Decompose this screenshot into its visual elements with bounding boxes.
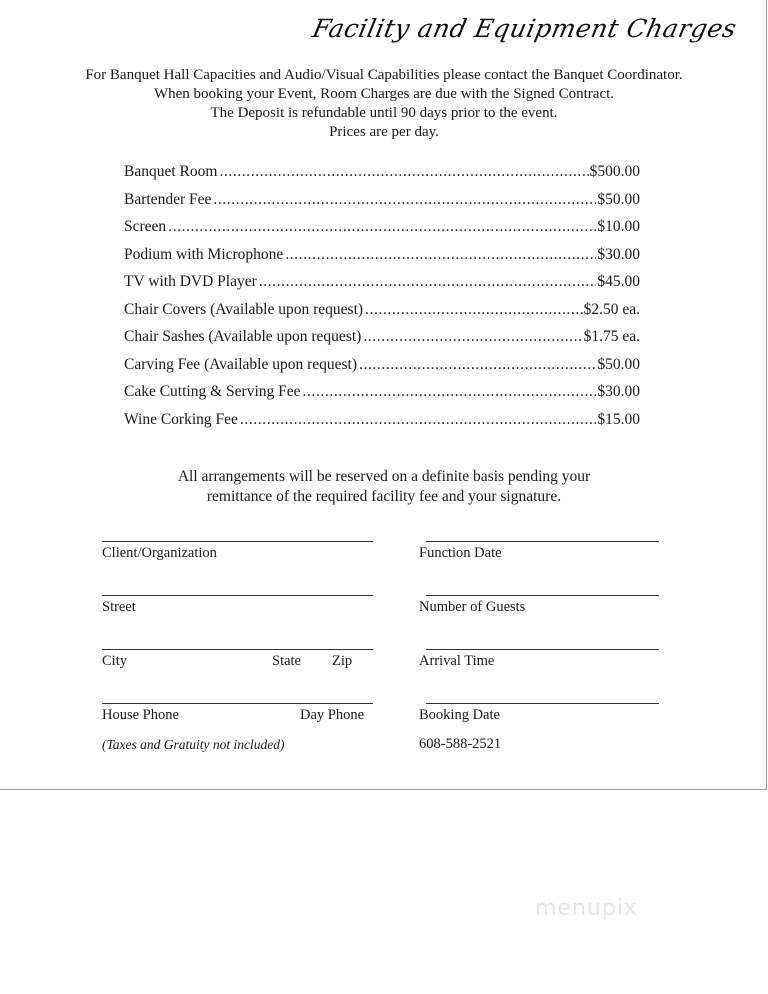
phone-number: 608-588-2521 xyxy=(419,736,502,752)
charge-price: $500.00 xyxy=(589,163,640,180)
arrival-label: Arrival Time xyxy=(419,653,495,669)
intro-line: Prices are per day. xyxy=(329,124,439,140)
charge-price: $15.00 xyxy=(597,410,640,428)
charge-price: $1.75 ea. xyxy=(583,328,640,345)
guests-label: Number of Guests xyxy=(419,599,526,615)
phone-line[interactable] xyxy=(102,703,373,704)
day-phone-label: Day Phone xyxy=(300,707,365,723)
charge-name: Screen xyxy=(124,218,167,235)
page-title: Facility and Equipment Charges xyxy=(309,14,740,43)
charge-name: Chair Covers (Available upon request) xyxy=(124,300,364,318)
intro-line: The Deposit is refundable until 90 days prior to the event. xyxy=(210,105,558,121)
charge-name: Podium with Microphone xyxy=(124,245,284,263)
house-phone-label: House Phone xyxy=(102,707,179,723)
street-label: Street xyxy=(102,599,136,615)
charge-price: $30.00 xyxy=(597,383,640,400)
street-line[interactable] xyxy=(102,595,373,596)
charge-name: Carving Fee (Available upon request) xyxy=(124,355,357,373)
charge-name: Bartender Fee xyxy=(124,190,212,208)
client-label: Client/Organization xyxy=(102,545,217,561)
client-line[interactable] xyxy=(102,541,373,542)
booking-date-label: Booking Date xyxy=(419,707,500,723)
intro-line: When booking your Event, Room Charges are due with the Signed Contract. xyxy=(153,86,615,102)
taxes-note: (Taxes and Gratuity not included) xyxy=(102,737,285,752)
intro-line: For Banquet Hall Capacities and Audio/Visual Capabilities please contact the Banquet Coordinator. xyxy=(85,67,683,83)
booking-date-line[interactable] xyxy=(426,703,659,704)
charge-name: Wine Corking Fee xyxy=(124,410,238,428)
function-date-label: Function Date xyxy=(419,545,502,561)
charge-name: Banquet Room xyxy=(124,163,218,180)
charge-price: $50.00 xyxy=(597,355,640,373)
charge-name: Cake Cutting & Serving Fee xyxy=(124,383,301,400)
charge-price: $10.00 xyxy=(597,218,640,235)
charge-name: TV with DVD Player xyxy=(124,273,257,290)
watermark-logo: menupix xyxy=(535,896,638,921)
city-line[interactable] xyxy=(102,649,373,650)
zip-label: Zip xyxy=(332,653,353,669)
charge-price: $50.00 xyxy=(597,190,640,208)
notice-line: All arrangements will be reserved on a definite basis pending your xyxy=(177,468,591,485)
charge-price: $30.00 xyxy=(597,245,640,263)
charge-name: Chair Sashes (Available upon request) xyxy=(124,328,362,345)
city-label: City xyxy=(102,653,127,669)
state-label: State xyxy=(272,653,301,669)
charge-price: $45.00 xyxy=(597,273,640,290)
notice-line: remittance of the required facility fee and your signature. xyxy=(206,488,562,505)
function-date-line[interactable] xyxy=(426,541,659,542)
charge-price: $2.50 ea. xyxy=(583,300,640,318)
arrival-line[interactable] xyxy=(426,649,659,650)
guests-line[interactable] xyxy=(426,595,659,596)
